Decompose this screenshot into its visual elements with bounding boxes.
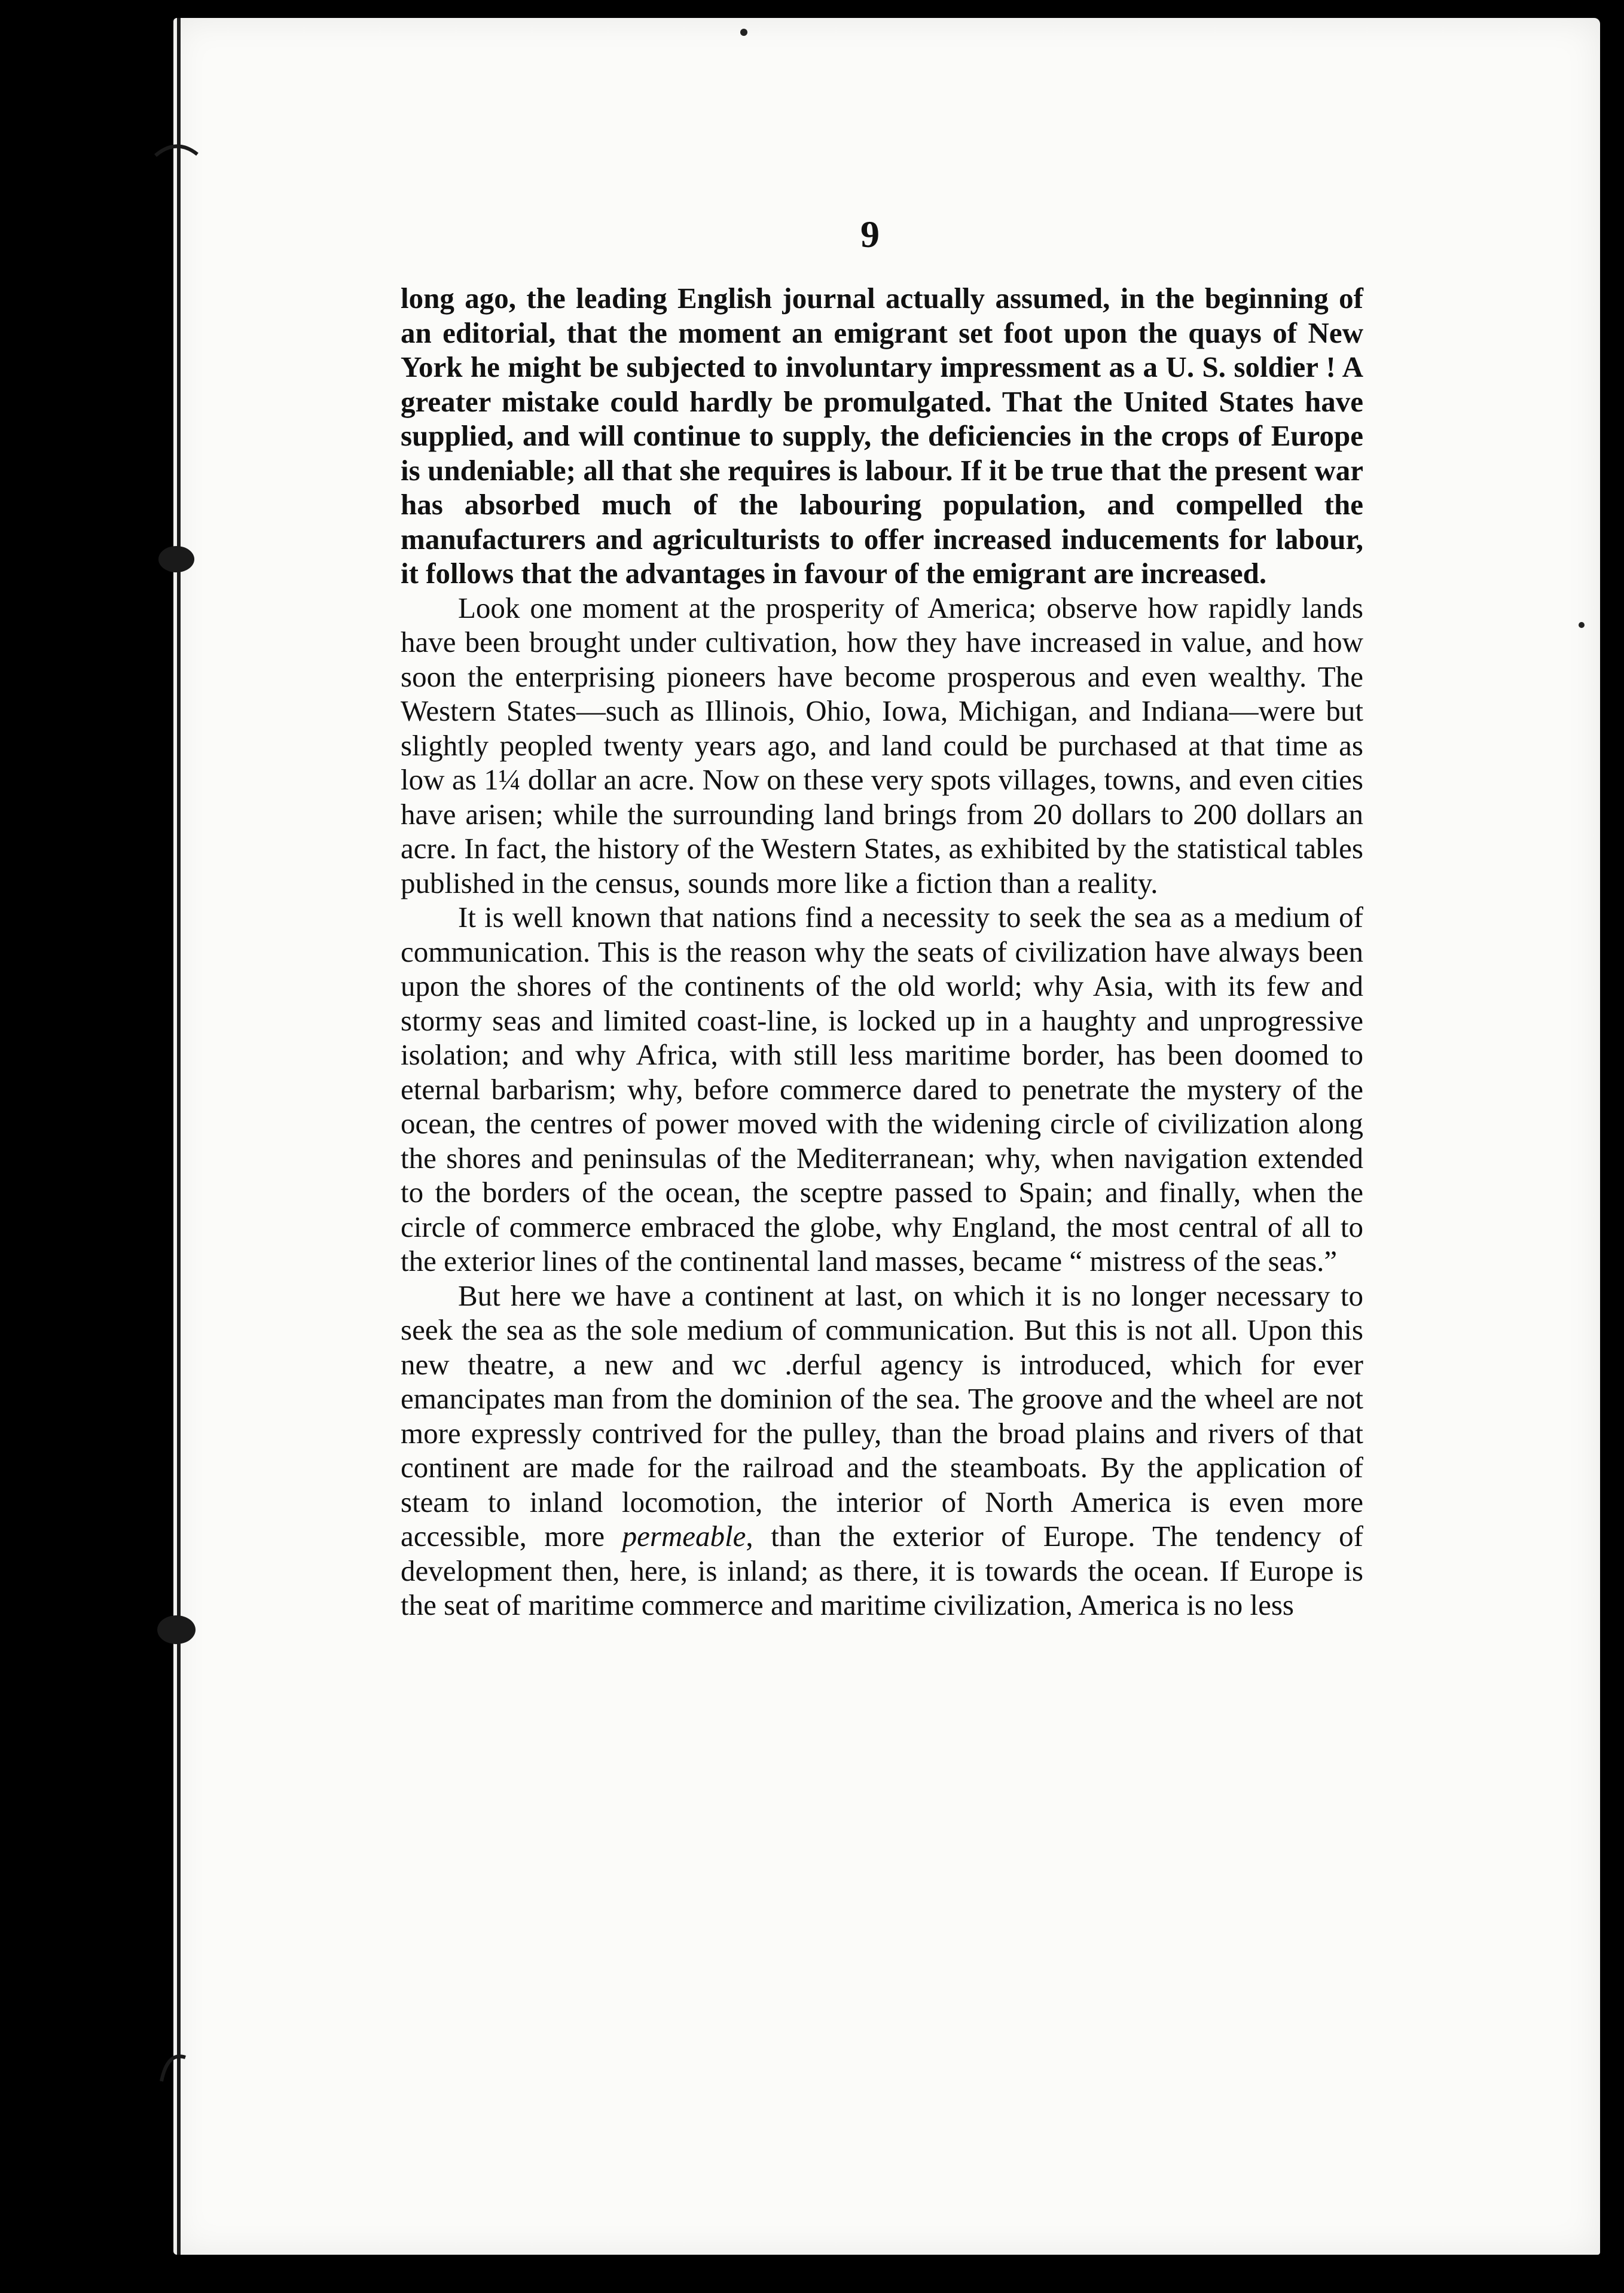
- binding-stitch-mark: [149, 1609, 203, 1651]
- body-text: [401, 281, 1363, 1623]
- paragraph: [401, 900, 1363, 1279]
- paragraph: [401, 1279, 1363, 1623]
- paragraph: [401, 281, 1363, 591]
- page-gutter-edge: [177, 18, 181, 2255]
- binding-stitch-mark: [149, 538, 203, 580]
- paragraph-text: It is well known that nations find a necessity to seek the sea as a medium of communication. This is the reason why the seats of civilization have always been upon the shores of the continents of the old world; why Asia, with its few and stormy seas and limited coast-line, is locked up in a haughty and unprogressive isolation; and why Africa, with still less maritime border, has been doomed to eternal barbarism; why, before commerce dared to penetrate the mystery of the ocean, the centres of power moved with the widening circle of civilization along the shores and peninsulas of the Mediterranean; why, when navigation extended to the borders of the ocean, the sceptre passed to Spain; and finally, when the circle of commerce embraced the globe, why England, the most central of all to the exterior lines of the continental land masses, became “ mistress of the seas.”: [401, 901, 1363, 1277]
- paragraph: [401, 591, 1363, 901]
- ink-speck: [740, 29, 747, 36]
- emphasized-text: permeable: [622, 1520, 746, 1553]
- page-number: 9: [860, 213, 880, 255]
- paragraph-text: But here we have a continent at last, on which it is no longer necessary to seek the sea as the sole medium of communication. But this is not all. Upon this new theatre, a new and wc .derful agency is introduced, which for ever emancipates man from the dominion of the sea. The groove and the wheel are not more expressly contrived for the pulley, than the broad plains and rivers of that continent are made for the railroad and the steamboats. By the application of steam to inland locomotion, the interior of North America is even more accessible, more: [401, 1279, 1363, 1553]
- paragraph-text: long ago, the leading English journal actually assumed, in the beginning of an editorial, that the moment an emigrant set foot upon the quays of New York he might be subjected to involuntary impressment as a U. S. soldier ! A greater mistake could hardly be promulgated. That the United States have supplied, and will continue to supply, the deficiencies in the crops of Europe is undeniable; all that she requires is labour. If it be true that the present war has absorbed much of the labouring population, and compelled the manufacturers and agriculturists to offer increased inducements for labour, it follows that the advantages in favour of the emigrant are increased.: [401, 282, 1363, 590]
- paragraph-text: Look one moment at the prosperity of America; observe how rapidly lands have been brought under cultivation, how they have increased in value, and how soon the enterprising pioneers have become prosperous and even wealthy. The Western States—such as Illinois, Ohio, Iowa, Michigan, and Indiana—were but slightly peopled twenty years ago, and land could be purchased at that time as low as 1¼ dollar an acre. Now on these very spots villages, towns, and even cities have arisen; while the surrounding land brings from 20 dollars to 200 dollars an acre. In fact, the history of the Western States, as exhibited by the statistical tables published in the census, sounds more like a fiction than a reality.: [401, 591, 1363, 899]
- binding-stitch-mark: [149, 132, 203, 173]
- paragraph-text: , than the exterior of Europe. The tendency of development then, here, is inland; as there, it is towards the ocean. If Europe is the seat of maritime commerce and maritime civilization, America is no less: [401, 1520, 1363, 1621]
- binding-stitch-mark: [149, 2045, 203, 2087]
- ink-speck: [1579, 622, 1585, 628]
